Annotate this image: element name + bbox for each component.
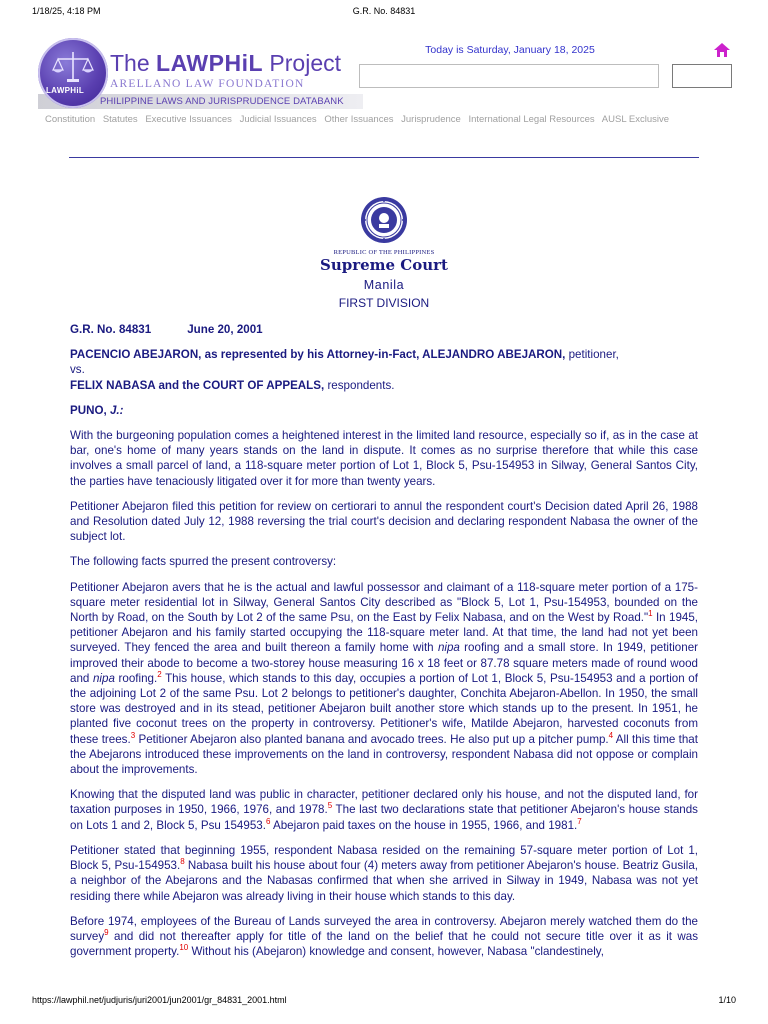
nav-item-jurisprudence[interactable]: Jurisprudence (401, 114, 461, 125)
republic-label: REPUBLIC OF THE PHILIPPINES (333, 249, 435, 256)
nav-item-judicial-issuances[interactable]: Judicial Issuances (239, 114, 317, 125)
paragraph-6: Petitioner stated that beginning 1955, respondent Nabasa resided on the remaining 57-square meter portion of Lot 1, Block 5, Psu-154953.$^8$ Nabasa built his house about four (4) meters away from petitioner Abejaron's house. Beatriz Gusila, a neighbor of the Abejarons and the Nabasas confirmed that when she arrived in Silway in 1949, Nabasa was not yet residing there while Abejaron was already living in their house which stands to this day. (70, 843, 698, 903)
footnote-link[interactable]: 10 (179, 943, 189, 953)
versus: vs. (70, 363, 85, 377)
nav-item-ausl-exclusive[interactable]: AUSL Exclusive (601, 114, 670, 125)
logo-tagline: PHILIPPINE LAWS AND JURISPRUDENCE DATABANK (100, 96, 344, 107)
footnote-link[interactable]: 7 (577, 816, 582, 826)
logo-title: The LAWPHiL Project (110, 50, 342, 76)
logo-emblem-text: LAWPHiL (46, 86, 85, 95)
ponente: PUNO, J.: (70, 403, 124, 417)
logo-emblem (38, 38, 108, 108)
lawphil-logo[interactable] (38, 38, 358, 112)
main-nav (45, 114, 674, 125)
case-number-line (70, 322, 698, 337)
nav-item-constitution[interactable]: Constitution (45, 114, 96, 125)
paragraph-1: With the burgeoning population comes a heightened interest in the limited land resource, especially so if, as in the case at bar, one's home of many years stands on the land in dispute. It comes as no surprise therefore that while this case involves a small parcel of land, a 118-square meter portion of Lot 1, Block 5, Psu-154953 in Silway, General Santos City, the parties have tenaciously litigated over it for more than twenty years. (70, 429, 698, 488)
today-date: Today is Saturday, January 18, 2025 (425, 44, 595, 56)
case-date: June 20, 2001 (187, 323, 263, 336)
print-url: https://lawphil.net/judjuris/juri2001/jun2001/gr_84831_2001.html (32, 995, 287, 1005)
search-button[interactable] (672, 64, 732, 88)
paragraph-5: Knowing that the disputed land was public in character, petitioner declared only his house, and not the disputed land, for taxation purposes in 1950, 1966, 1976, and 1978.$^5$ The last two declarations state that petitioner Abejaron's house stands on Lots 1 and 2, Block 5, Psu 154953.$^6$ Abejaron paid taxes on the house in 1955, 1966, and 1981.$^7$ (70, 788, 698, 832)
footnote-link[interactable]: 2 (157, 670, 162, 679)
decision-content (70, 322, 698, 969)
footnote-link[interactable]: 5 (327, 801, 333, 811)
footnote-link[interactable]: 8 (180, 857, 185, 867)
petitioner-line: PACENCIO ABEJARON, as represented by his Attorney-in-Fact, ALEJANDRO ABEJARON, petitioner, (70, 348, 619, 362)
footnote-link[interactable]: 4 (608, 730, 614, 740)
respondent-line: FELIX NABASA and the COURT OF APPEALS, respondents. (70, 378, 395, 392)
paragraph-2: Petitioner Abejaron filed this petition for review on certiorari to annul the respondent court's Decision dated April 26, 1988 and Resolution dated July 12, 1988 reversing the trial court's decision and declaring respondent Nabasa the owner of the subject lot. (70, 499, 698, 544)
print-datetime: 1/18/25, 4:18 PM (32, 6, 101, 16)
court-name: Supreme Court (320, 256, 448, 274)
footnote-link[interactable]: 9 (104, 928, 109, 938)
footnote-link[interactable]: 6 (265, 816, 271, 826)
paragraph-7: Before 1974, employees of the Bureau of Lands surveyed the area in controversy. Abejaron merely watched them do the survey$^9$ and did not thereafter apply for title of the land on the belief that he could not secure title over it as it was government property.$^{10}$ Without his (Abejaron) knowledge and consent, however, Nabasa "clandestinely, (70, 914, 698, 959)
footnote-link[interactable]: 3 (130, 730, 136, 740)
scales-icon (52, 50, 94, 84)
paragraph-3: The following facts spurred the present controversy: (70, 555, 337, 569)
nav-item-international-legal-resources[interactable]: International Legal Resources (468, 114, 595, 125)
nav-item-statutes[interactable]: Statutes (102, 114, 138, 125)
supreme-court-seal-icon (360, 196, 408, 244)
print-title: G.R. No. 84831 (352, 6, 416, 16)
home-icon[interactable] (713, 42, 731, 58)
logo-subtitle: ARELLANO LAW FOUNDATION (110, 78, 305, 90)
header-divider (69, 157, 699, 158)
court-division: FIRST DIVISION (338, 296, 430, 310)
search-input[interactable] (359, 64, 659, 88)
nav-item-other-issuances[interactable]: Other Issuances (324, 114, 394, 125)
court-city: Manila (363, 278, 405, 292)
print-page-number: 1/10 (718, 995, 736, 1005)
case-number: G.R. No. 84831 (70, 323, 152, 336)
paragraph-4: Petitioner Abejaron avers that he is the actual and lawful possessor and claimant of a 118-square meter portion of a 175-square meter residential lot in Silway, General Santos City described as "Block 5, Lot 1, Psu-154953, bounded on the North by Road, on the South by Lot 2 of the same Psu, on the East by Felix Nabasa, and on the West by Road."$^1$ In 1945, petitioner Abejaron and his family started occupying the 118-square meter land. At that time, the land had not yet been surveyed. They fenced the area and built thereon a family home with nipa roofing and a small store. In 1949, petitioner improved their abode to become a two-storey house measuring 16 x 18 feet or 87.78 square meters made of round wood and nipa roofing.$^2$ This house, which stands to this day, occupies a portion of Lot 1, Block 5, Psu-154953 and a portion of the adjoining Lot 2 of the same Psu. Lot 2 belongs to petitioner's daughter, Conchita Abejaron-Abellon. In 1950, the small store was destroyed and in its stead, petitioner Abejaron built another store which stands up to the present. In 1951, he planted five coconut trees on the property in controversy. Petitioner's wife, Matilde Abejaron, harvested coconuts from these trees.$^3$ Petitioner Abejaron also planted banana and avocado trees. He also put up a pitcher pump.$^4$ All this time that the Abejarons introduced these improvements on the land in controversy, respondent Nabasa did not oppose or complain about the improvements. (70, 580, 699, 777)
footnote-link[interactable]: 1 (648, 609, 653, 619)
nav-item-executive-issuances[interactable]: Executive Issuances (145, 114, 232, 125)
